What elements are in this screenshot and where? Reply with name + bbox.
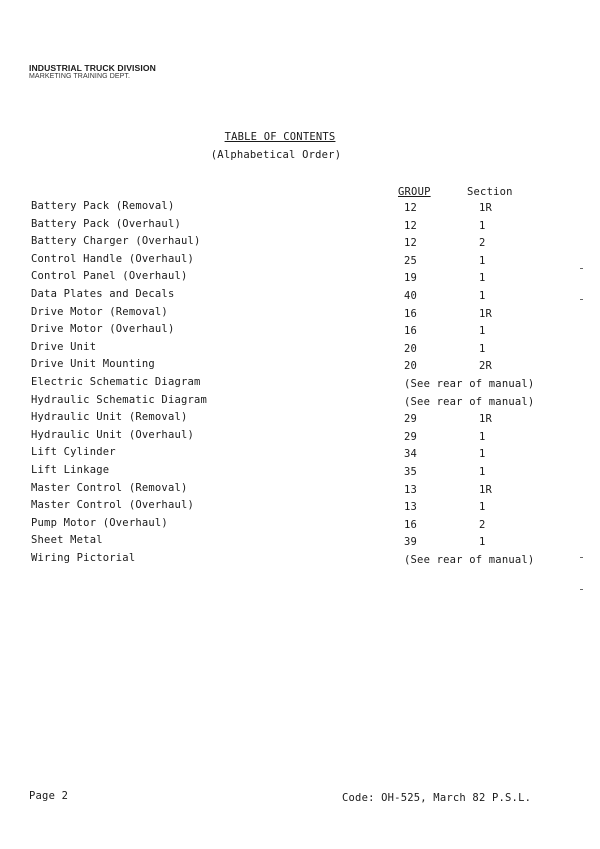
toc-entry [0,253,600,270]
entry-group: 29 [404,413,418,426]
entry-group: 12 [404,219,418,232]
toc-entry [0,288,600,305]
entry-group: 16 [404,518,418,531]
toc-entry [0,464,600,481]
margin-mark [580,299,583,300]
entry-section: 1 [479,466,486,478]
entry-title: Control Panel (Overhaul) [31,270,188,283]
entry-group: 29 [404,430,418,443]
toc-entry [0,270,600,287]
toc-entry [0,306,600,323]
entry-title: Lift Linkage [31,464,110,476]
entry-group: 12 [404,202,418,214]
entry-group: 25 [404,254,418,267]
entry-section: 2 [479,237,486,250]
entry-title: Hydraulic Schematic Diagram [31,393,208,406]
toc-entry [0,482,600,499]
document-code: Code: OH-525, March 82 P.S.L. [342,792,532,804]
toc-entry [0,552,600,569]
entry-title: Master Control (Overhaul) [31,499,195,512]
entry-section: 1 [479,219,486,232]
entry-section: 1 [479,342,486,355]
column-header-section: Section [467,186,513,198]
margin-mark [580,268,583,269]
entry-title: Drive Unit [31,340,97,353]
entry-group: 16 [404,325,418,338]
entry-section: 1 [479,448,486,461]
toc-entry [0,341,600,358]
entry-title: Battery Pack (Overhaul) [31,217,181,230]
entry-title: Wiring Pictorial [31,552,136,564]
entry-group: 40 [404,290,418,302]
department-heading: MARKETING TRAINING DEPT. [29,73,131,80]
entry-group: 13 [404,501,418,514]
entry-title: Drive Motor (Removal) [31,305,168,318]
entry-title: Lift Cylinder [31,446,116,459]
margin-mark [580,557,583,558]
entry-title: Battery Pack (Removal) [31,200,175,212]
entry-group: 13 [404,483,418,496]
toc-entry [0,358,600,375]
toc-entry [0,517,600,534]
column-header-group: GROUP [398,186,431,198]
entry-note: (See rear of manual) [404,378,535,390]
division-heading: INDUSTRIAL TRUCK DIVISION [29,63,156,73]
toc-entry [0,200,600,217]
entry-group: 35 [404,466,418,478]
toc-entry [0,429,600,446]
entry-section: 2R [479,360,493,373]
entry-title: Hydraulic Unit (Removal) [31,411,188,424]
toc-subtitle: (Alphabetical Order) [210,149,342,161]
entry-group: 12 [404,237,418,250]
entry-section: 2 [479,518,486,531]
entry-section: 1R [479,202,493,214]
entry-section: 1 [479,272,486,285]
entry-title: Data Plates and Decals [31,288,175,300]
entry-section: 1R [479,307,493,320]
entry-group: 16 [404,307,418,320]
entry-section: 1 [479,254,486,267]
margin-mark [580,589,583,590]
entry-title: Sheet Metal [31,534,103,547]
entry-title: Drive Motor (Overhaul) [31,323,175,336]
toc-entry [0,218,600,235]
toc-entry [0,235,600,252]
entry-title: Hydraulic Unit (Overhaul) [31,428,195,441]
entry-note: (See rear of manual) [404,395,535,408]
entry-title: Pump Motor (Overhaul) [31,516,168,529]
entry-section: 1 [479,325,486,338]
entry-group: 20 [404,342,418,355]
entry-title: Master Control (Removal) [31,481,188,494]
entry-title: Control Handle (Overhaul) [31,252,195,265]
entry-group: 39 [404,536,418,549]
toc-entry [0,499,600,516]
entry-title: Drive Unit Mounting [31,358,155,371]
entry-group: 20 [404,360,418,373]
entry-group: 34 [404,448,418,461]
entry-group: 19 [404,272,418,285]
toc-entry [0,411,600,428]
toc-entry [0,323,600,340]
entry-section: 1R [479,413,493,426]
entry-title: Battery Charger (Overhaul) [31,235,201,248]
toc-entry [0,534,600,551]
entry-section: 1 [479,430,486,443]
entry-section: 1 [479,536,486,549]
toc-entry [0,394,600,411]
page-number: Page 2 [29,790,69,802]
entry-note: (See rear of manual) [404,554,535,566]
entry-section: 1 [479,501,486,514]
entry-title: Electric Schematic Diagram [31,376,201,388]
toc-entry [0,376,600,393]
entry-section: 1 [479,290,486,302]
toc-title: TABLE OF CONTENTS [224,131,336,143]
toc-entry [0,446,600,463]
entry-section: 1R [479,483,493,496]
